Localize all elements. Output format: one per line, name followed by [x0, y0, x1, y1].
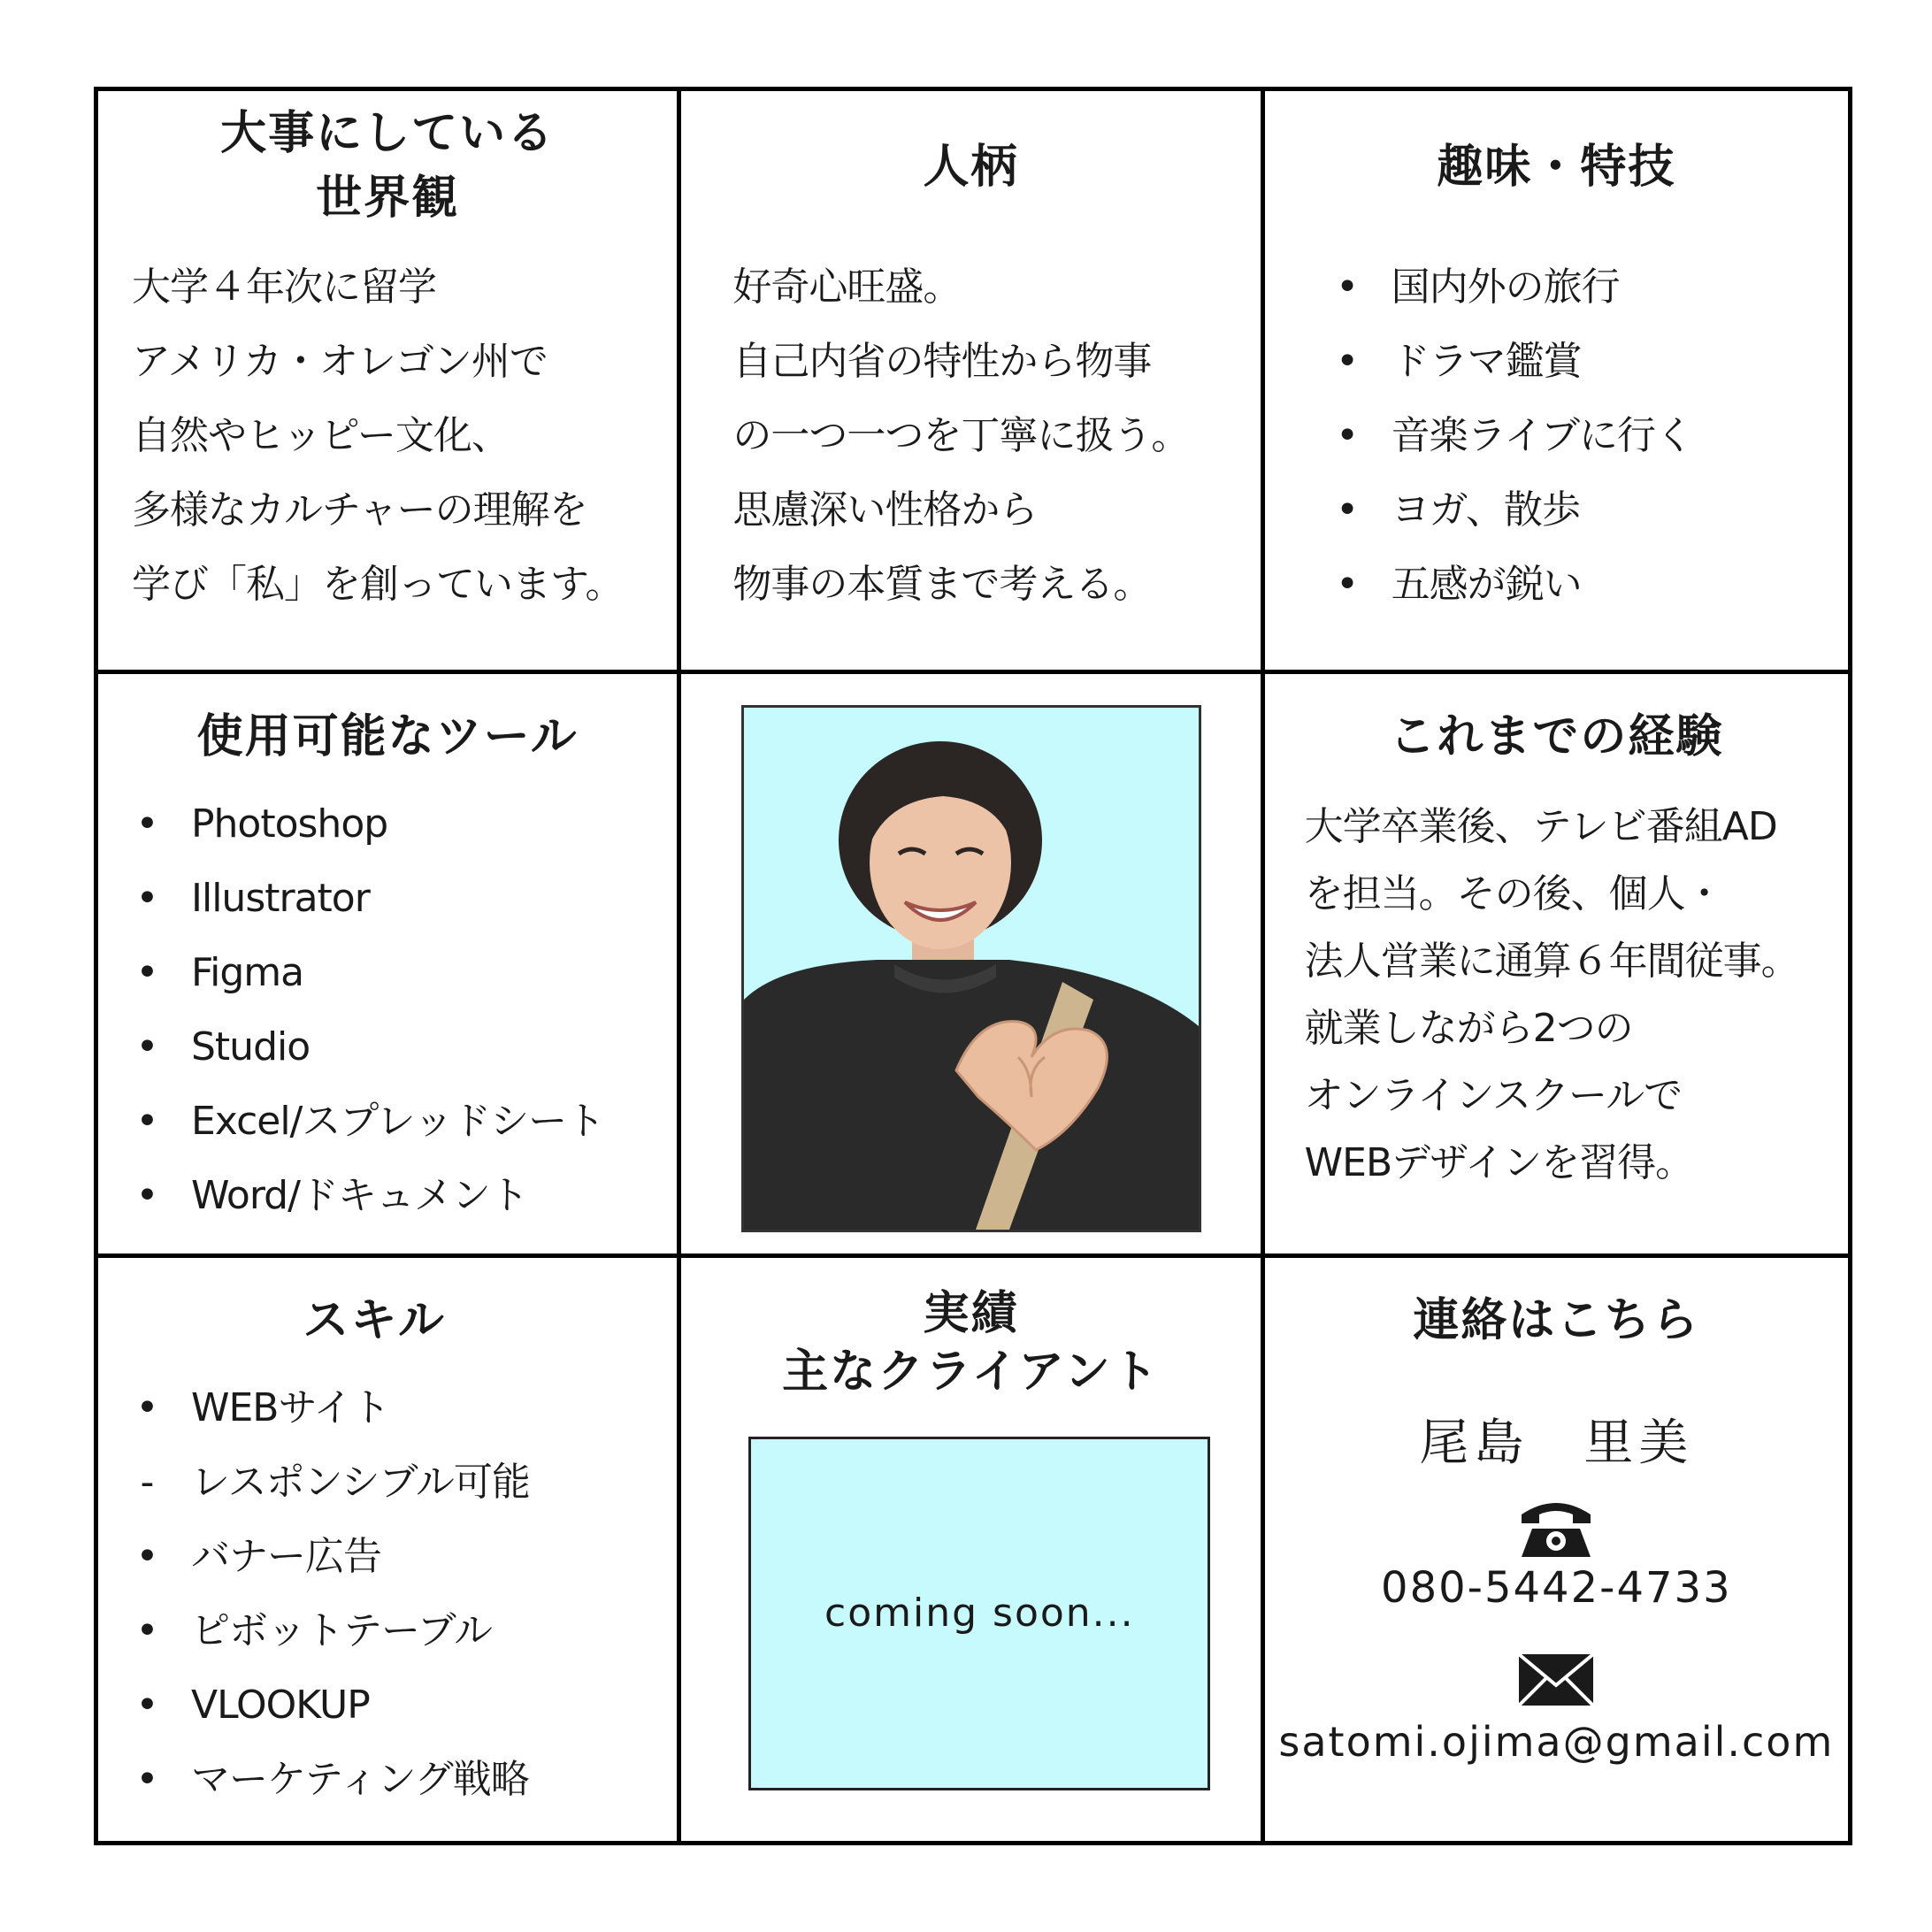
- profile-grid: [94, 87, 1852, 1845]
- bullet-icon: •: [135, 1024, 158, 1070]
- personality-line: 好奇心旺盛。: [732, 264, 962, 310]
- list-item-label: Studio: [191, 1024, 310, 1070]
- worldview-line: 大学４年次に留学: [132, 264, 436, 310]
- experience-panel: [1265, 674, 1848, 1257]
- contact-panel: [1265, 1258, 1848, 1841]
- tools-title: 使用可能なツール: [196, 710, 579, 764]
- skills-title: スキル: [303, 1293, 446, 1347]
- tools-list: [98, 787, 604, 1233]
- list-item-label: 国内外の旅行: [1391, 264, 1620, 310]
- list-item: [1299, 548, 1693, 622]
- experience-line: WEBデザインを習得。: [1304, 1140, 1694, 1186]
- worldview-title-line2: 世界観: [316, 171, 460, 225]
- person-illustration: [744, 708, 1199, 1230]
- list-item-label: Photoshop: [191, 801, 388, 847]
- list-item-label: Figma: [191, 950, 304, 996]
- bullet-icon: •: [135, 1607, 158, 1653]
- contact-name: 尾島 里美: [1419, 1414, 1694, 1472]
- photo-panel: [681, 674, 1264, 1257]
- hobbies-title: 趣味・特技: [1437, 141, 1676, 194]
- list-item: [1299, 325, 1693, 399]
- personality-panel: [681, 91, 1264, 674]
- worldview-title-line1: 大事にしている: [220, 107, 556, 160]
- personality-title: 人柄: [923, 141, 1019, 194]
- list-item: [98, 1010, 604, 1085]
- list-item: [98, 1085, 604, 1159]
- skills-panel: [98, 1258, 681, 1841]
- hobbies-list: [1299, 250, 1693, 622]
- experience-title: これまでの経験: [1389, 710, 1724, 764]
- bullet-icon: •: [135, 1099, 158, 1145]
- list-item: [98, 1668, 530, 1743]
- achievements-panel: [681, 1258, 1264, 1841]
- list-item-label: Illustrator: [191, 876, 370, 922]
- worldview-line: アメリカ・オレゴン州で: [132, 339, 548, 384]
- bullet-icon: •: [135, 876, 158, 922]
- list-item-label: ピボットテーブル: [191, 1607, 493, 1653]
- achievements-title-line1: 実績: [923, 1286, 1019, 1340]
- bullet-icon: •: [135, 1384, 158, 1430]
- personality-line: 自己内省の特性から物事: [732, 339, 1152, 384]
- clients-placeholder: [748, 1437, 1210, 1790]
- mail-icon: [1265, 1652, 1848, 1712]
- experience-line: 就業しながら2つの: [1304, 1006, 1633, 1052]
- bullet-icon: •: [1336, 562, 1359, 607]
- list-item: [98, 1159, 604, 1233]
- phone-number[interactable]: 080-5442-4733: [1381, 1562, 1732, 1613]
- list-item: [98, 936, 604, 1010]
- personality-line: 思慮深い性格から: [732, 487, 1038, 533]
- personality-line: 物事の本質まで考える。: [732, 562, 1152, 607]
- bullet-icon: •: [135, 1682, 158, 1728]
- worldview-line: 多様なカルチャーの理解を: [132, 487, 587, 533]
- list-item: [98, 1743, 530, 1817]
- phone-icon: [1265, 1495, 1848, 1562]
- bullet-icon: •: [135, 1756, 158, 1802]
- bullet-icon: •: [135, 801, 158, 847]
- list-item: [98, 787, 604, 862]
- list-item: [98, 862, 604, 936]
- list-item-label: WEBサイト: [191, 1384, 390, 1430]
- list-item-label: Word/ドキュメント: [191, 1173, 528, 1219]
- bullet-icon: •: [135, 950, 158, 996]
- coming-soon-text: coming soon...: [824, 1591, 1135, 1637]
- list-item-label: 五感が鋭い: [1391, 562, 1582, 607]
- list-item-label: VLOOKUP: [191, 1682, 370, 1728]
- experience-line: 法人営業に通算６年間従事。: [1304, 939, 1799, 985]
- list-item-label: 音楽ライブに行く: [1391, 413, 1694, 458]
- bullet-icon: •: [135, 1533, 158, 1579]
- list-item-label: マーケティング戦略: [191, 1756, 529, 1802]
- bullet-icon: •: [1336, 413, 1359, 458]
- skills-list: [98, 1371, 530, 1817]
- list-item-label: Excel/スプレッドシート: [191, 1099, 605, 1145]
- list-item: [98, 1594, 530, 1668]
- worldview-panel: [98, 91, 681, 674]
- experience-line: 大学卒業後、テレビ番組AD: [1304, 804, 1777, 850]
- profile-photo: [741, 705, 1201, 1232]
- list-item: [98, 1371, 530, 1445]
- list-item-label: ヨガ、散歩: [1391, 487, 1580, 533]
- list-item: [98, 1445, 530, 1520]
- personality-line: の一つ一つを丁寧に扱う。: [732, 413, 1190, 458]
- bullet-icon: •: [135, 1173, 158, 1219]
- list-item: [98, 1520, 530, 1594]
- bullet-icon: •: [1336, 487, 1359, 533]
- hobbies-panel: [1265, 91, 1848, 674]
- list-item: [1299, 473, 1693, 548]
- dash-icon: -: [140, 1459, 154, 1505]
- experience-line: オンラインスクールで: [1304, 1073, 1683, 1119]
- bullet-icon: •: [1336, 339, 1359, 384]
- list-item-label: バナー広告: [191, 1533, 381, 1579]
- bullet-icon: •: [1336, 264, 1359, 310]
- list-item-label: レスポンシブル可能: [191, 1459, 530, 1505]
- worldview-line: 自然やヒッピー文化、: [132, 413, 510, 458]
- worldview-line: 学び「私」を創っています。: [132, 562, 624, 607]
- tools-panel: [98, 674, 681, 1257]
- email-address[interactable]: satomi.ojima@gmail.com: [1278, 1717, 1835, 1766]
- list-item-label: ドラマ鑑賞: [1391, 339, 1582, 384]
- list-item: [1299, 399, 1693, 473]
- list-item: [1299, 250, 1693, 325]
- experience-line: を担当。その後、個人・: [1304, 871, 1723, 917]
- contact-title: 連絡はこちら: [1413, 1293, 1700, 1347]
- achievements-title-line2: 主なクライアント: [782, 1345, 1160, 1399]
